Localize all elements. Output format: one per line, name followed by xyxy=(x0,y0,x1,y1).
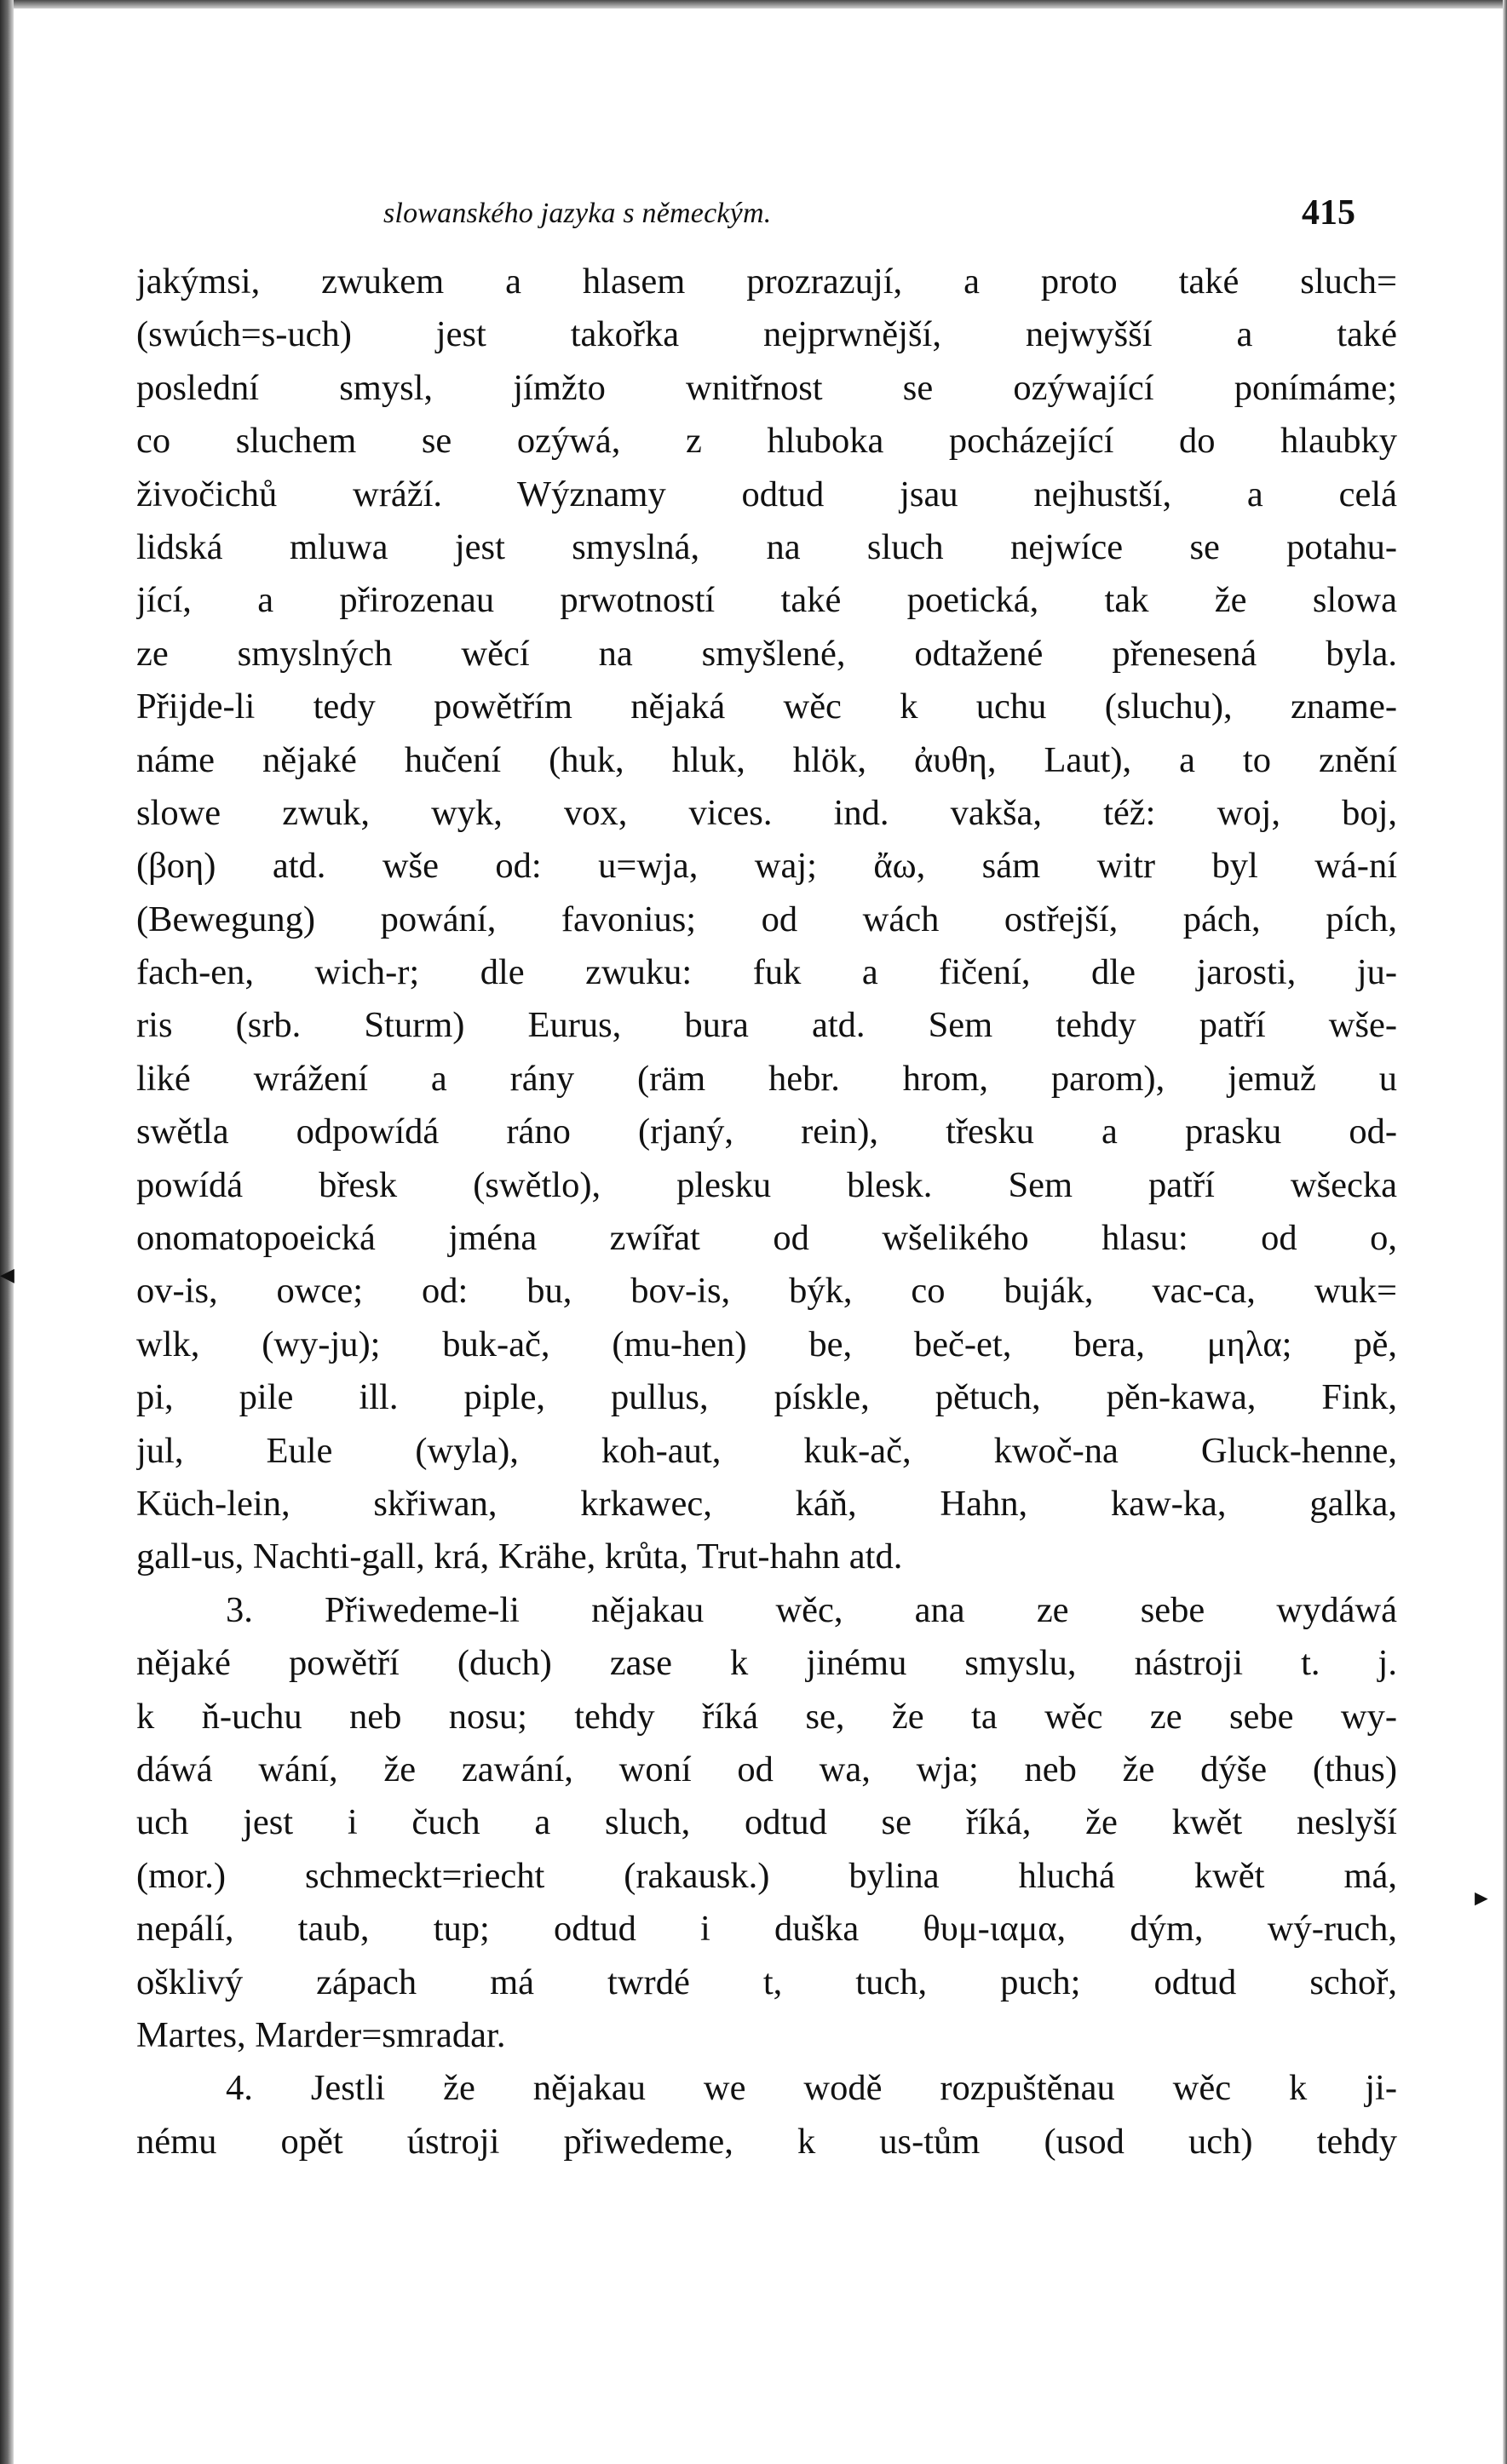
text-line: náme nějaké hučení (huk, hluk, hlök, ἀυθη, Laut), a to znění xyxy=(136,739,1397,780)
text-line: swětla odpowídá ráno (rjaný, rein), třesku a prasku od- xyxy=(136,1111,1397,1152)
text-line: Přijde-li tedy powětřím nějaká wěc k uchu (sluchu), zname- xyxy=(136,686,1397,727)
text-line: powídá břesk (swětlo), plesku blesk. Sem patří wšecka xyxy=(136,1164,1397,1205)
body-text xyxy=(136,256,1397,2168)
page-number: 415 xyxy=(1302,193,1355,233)
text-line: poslední smysl, jímžto wnitřnost se ozýwající ponímáme; xyxy=(136,367,1397,408)
text-line: jící, a přirozenau prwotností také poetická, tak že slowa xyxy=(136,580,1397,621)
scan-left-edge xyxy=(0,0,14,2464)
text-line: gall-us, Nachti-gall, krá, Krähe, krůta, Trut-hahn atd. xyxy=(136,1536,903,1577)
text-line: 3. Přiwedeme-li nějakau wěc, ana ze sebe wydáwá xyxy=(226,1589,1397,1630)
text-line: 4. Jestli že nějakau we wodě rozpuštěnau wěc k ji- xyxy=(226,2068,1397,2109)
text-line: nepálí, taub, tup; odtud i duška θυμ-ιαμα, dým, wý-ruch, xyxy=(136,1909,1397,1950)
text-line: živočichů wráží. Wýznamy odtud jsau nejhustší, a celá xyxy=(136,474,1397,514)
scan-top-edge xyxy=(0,0,1507,9)
text-line: co sluchem se ozýwá, z hluboka pocházející do hlaubky xyxy=(136,421,1397,462)
right-margin-mark-icon: ► xyxy=(1470,1886,1493,1910)
text-line: jakýmsi, zwukem a hlasem prozrazují, a proto také sluch= xyxy=(136,261,1397,302)
text-line: ris (srb. Sturm) Eurus, bura atd. Sem tehdy patří wše- xyxy=(136,1005,1397,1046)
left-margin-mark-icon: ◀ xyxy=(0,1264,14,1285)
text-line: wlk, (wy-ju); buk-ač, (mu-hen) be, beč-et, bera, μηλα; pě, xyxy=(136,1324,1397,1364)
text-line: liké wrážení a rány (räm hebr. hrom, parom), jemuž u xyxy=(136,1058,1397,1099)
text-line: (mor.) schmeckt=riecht (rakausk.) bylina hluchá kwět má, xyxy=(136,1855,1397,1896)
text-line: lidská mluwa jest smyslná, na sluch nejwíce se potahu- xyxy=(136,526,1397,567)
text-line: slowe zwuk, wyk, vox, vices. ind. vakša, též: woj, boj, xyxy=(136,792,1397,833)
running-head: slowanského jazyka s německým. xyxy=(383,198,772,229)
text-line: Küch-lein, skřiwan, krkawec, káň, Hahn, kaw-ka, galka, xyxy=(136,1483,1397,1524)
text-line: Martes, Marder=smradar. xyxy=(136,2014,506,2055)
text-line: nějaké powětří (duch) zase k jinému smyslu, nástroji t. j. xyxy=(136,1643,1397,1684)
text-line: fach-en, wich-r; dle zwuku: fuk a fičení, dle jarosti, ju- xyxy=(136,952,1397,993)
text-line: k ň-uchu neb nosu; tehdy říká se, že ta wěc ze sebe wy- xyxy=(136,1696,1397,1737)
text-line: onomatopoeická jména zwířat od wšelikého hlasu: od o, xyxy=(136,1218,1397,1259)
scan-right-edge xyxy=(1503,0,1507,2464)
text-line: ošklivý zápach má twrdé t, tuch, puch; odtud schoř, xyxy=(136,1961,1397,2002)
text-line: jul, Eule (wyla), koh-aut, kuk-ač, kwoč-na Gluck-henne, xyxy=(136,1430,1397,1471)
text-line: uch jest i čuch a sluch, odtud se říká, že kwět neslyší xyxy=(136,1802,1397,1843)
text-line: (swúch=s-uch) jest takořka nejprwnější, nejwyšší a také xyxy=(136,314,1397,355)
text-line: (βοη) atd. wše od: u=wja, waj; ἄω, sám witr byl wá-ní xyxy=(136,846,1397,887)
text-line: pi, pile ill. piple, pullus, pískle, pětuch, pěn-kawa, Fink, xyxy=(136,1377,1397,1418)
text-line: ze smyslných wěcí na smyšlené, odtažené přenesená byla. xyxy=(136,633,1397,674)
text-line: (Bewegung) powání, favonius; od wách ostřejší, pách, pích, xyxy=(136,899,1397,939)
text-line: ov-is, owce; od: bu, bov-is, býk, co buják, vac-ca, wuk= xyxy=(136,1271,1397,1312)
text-line: nému opět ústroji přiwedeme, k us-tům (usod uch) tehdy xyxy=(136,2121,1397,2162)
text-line: dáwá wání, že zawání, woní od wa, wja; neb že dýše (thus) xyxy=(136,1749,1397,1789)
